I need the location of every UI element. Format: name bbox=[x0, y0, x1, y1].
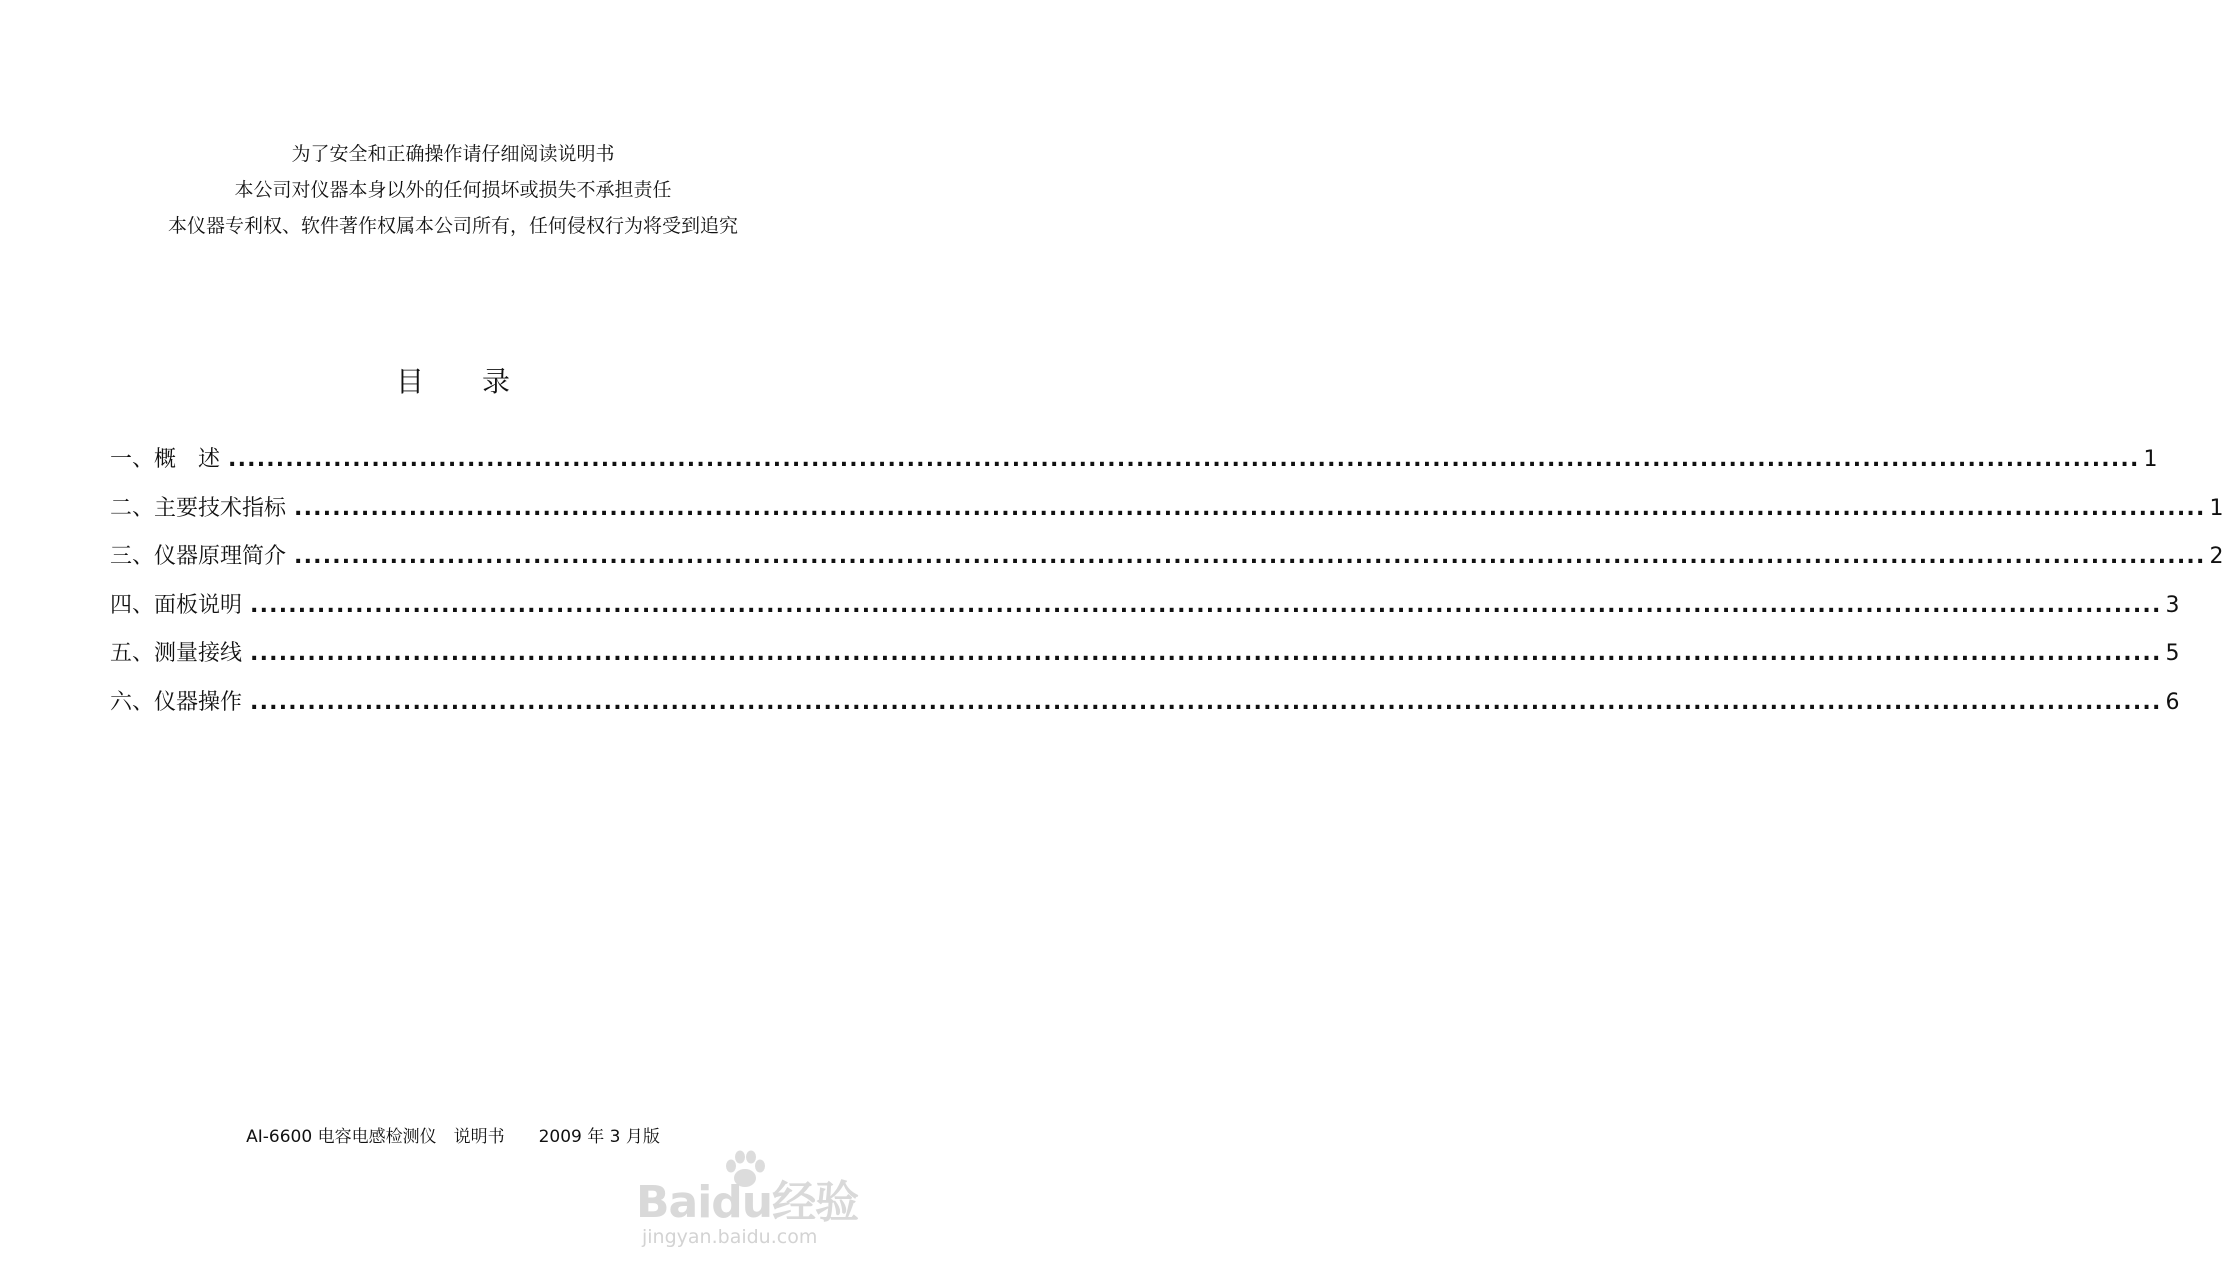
toc-entry[interactable] bbox=[110, 440, 2158, 489]
toc-entry-label: 二、主要技术指标 bbox=[110, 495, 287, 521]
toc-leader-dots: ........................................................................................................................................................................................................ bbox=[294, 544, 2206, 570]
toc-entry-page: 3 bbox=[2165, 592, 2180, 618]
watermark-logo-text: Baidu经验 bbox=[636, 1177, 859, 1228]
toc-title-char-2: 录 bbox=[482, 365, 511, 398]
toc-leader-dots: ........................................................................................................................................................................................................ bbox=[294, 495, 2206, 521]
toc-leader-dots: ........................................................................................................................................................................................................ bbox=[250, 689, 2162, 715]
toc-entry[interactable] bbox=[110, 683, 2180, 732]
notice-line-2: 本公司对仪器本身以外的任何损坏或损失不承担责任 bbox=[234, 179, 672, 201]
toc-entry-label: 六、仪器操作 bbox=[110, 689, 243, 715]
toc-title-char-1: 目 bbox=[395, 365, 424, 398]
toc-entry-page: 6 bbox=[2165, 689, 2180, 715]
toc-entry-page: 1 bbox=[2209, 495, 2224, 521]
toc-entry[interactable] bbox=[110, 586, 2180, 635]
toc-title bbox=[0, 360, 906, 400]
toc-entry-label: 五、测量接线 bbox=[110, 641, 243, 667]
watermark-url: jingyan.baidu.com bbox=[642, 1226, 818, 1248]
notice-line-3: 本仪器专利权、软件著作权属本公司所有，任何侵权行为将受到追究 bbox=[167, 215, 738, 237]
toc-entry-page: 2 bbox=[2209, 544, 2224, 570]
toc-entry-page: 1 bbox=[2143, 447, 2158, 472]
toc-entry[interactable] bbox=[110, 537, 2224, 586]
notice-block bbox=[0, 136, 906, 244]
toc-entry[interactable] bbox=[110, 634, 2180, 683]
toc-entry[interactable] bbox=[110, 489, 2224, 538]
table-of-contents bbox=[110, 440, 2224, 732]
toc-leader-dots: ........................................................................................................................................................................................................ bbox=[250, 592, 2162, 618]
toc-leader-dots: ........................................................................................................................................................................................................ bbox=[228, 447, 2140, 472]
toc-entry-page: 5 bbox=[2165, 641, 2180, 667]
baidu-jingyan-watermark bbox=[636, 1148, 866, 1258]
toc-entry-label: 一、概 述 bbox=[110, 447, 221, 472]
toc-leader-dots: ........................................................................................................................................................................................................ bbox=[250, 641, 2162, 667]
footer-edition: AI-6600 电容电感检测仪 说明书 2009 年 3 月版 bbox=[246, 1127, 660, 1147]
toc-entry-label: 三、仪器原理简介 bbox=[110, 544, 287, 570]
toc-entry-label: 四、面板说明 bbox=[110, 592, 243, 618]
notice-line-1: 为了安全和正确操作请仔细阅读说明书 bbox=[291, 143, 615, 165]
